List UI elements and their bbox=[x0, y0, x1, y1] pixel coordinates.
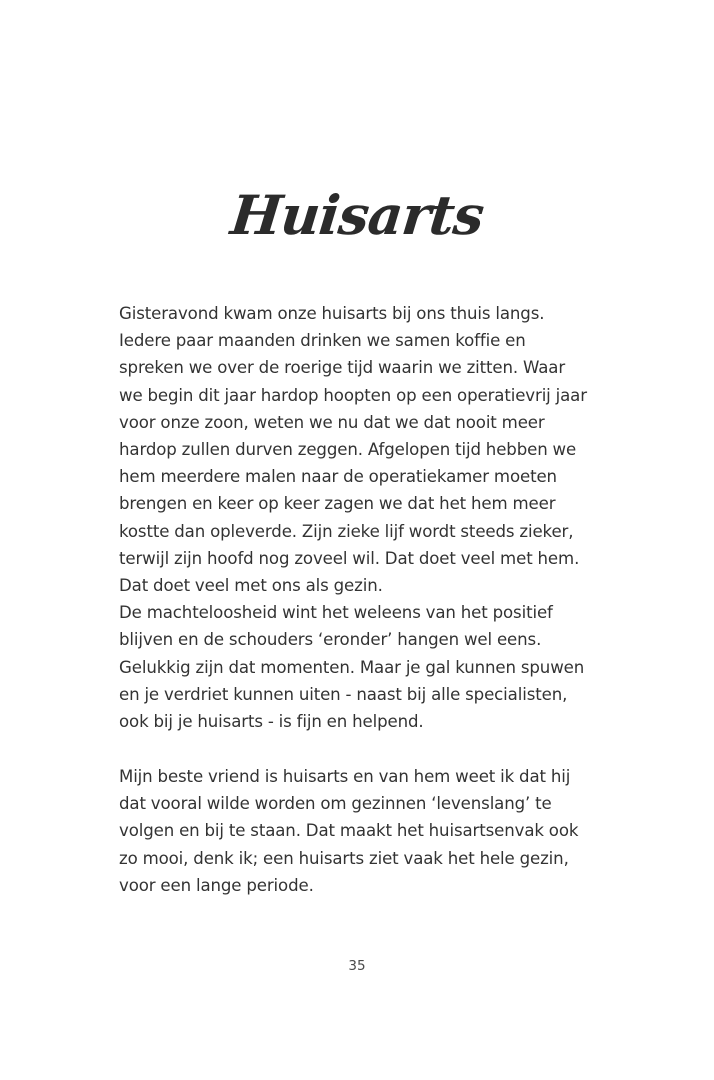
body-text-block-second bbox=[119, 763, 593, 899]
page-number: 35 bbox=[348, 958, 366, 974]
paragraph: Gisteravond kwam onze huisarts bij ons thuis langs. Iedere paar maanden drinken we samen koffie en spreken we over de roerige tijd waarin we zitten. Waar we begin dit jaar hardop hoopten op een operatievrij jaar voor onze zoon, weten we nu dat we dat nooit meer hardop zullen durven zeggen. Afgelopen tijd hebben we hem meerdere malen naar de operatiekamer moeten brengen en keer op keer zagen we dat het hem meer kostte dan opleverde. Zijn zieke lijf wordt steeds zieker, terwijl zijn hoofd nog zoveel wil. Dat doet veel met hem. Dat doet veel met ons als gezin. bbox=[119, 304, 587, 596]
paragraph: Mijn beste vriend is huisarts en van hem weet ik dat hij dat vooral wilde worden om gezinnen ‘levenslang’ te volgen en bij te staan. Dat maakt het huisartsenvak ook zo mooi, denk ik; een huisarts ziet vaak het hele gezin, voor een lange periode. bbox=[119, 767, 579, 895]
chapter-title: Huisarts bbox=[227, 183, 487, 247]
paragraph: De machteloosheid wint het weleens van het positief blijven en de schouders ‘eronder’ hangen wel eens. Gelukkig zijn dat momenten. Maar je gal kunnen spuwen en je verdriet kunnen uiten - naast bij alle specialisten, ook bij je huisarts - is fijn en helpend. bbox=[119, 603, 585, 732]
body-text-block-first bbox=[119, 300, 593, 735]
